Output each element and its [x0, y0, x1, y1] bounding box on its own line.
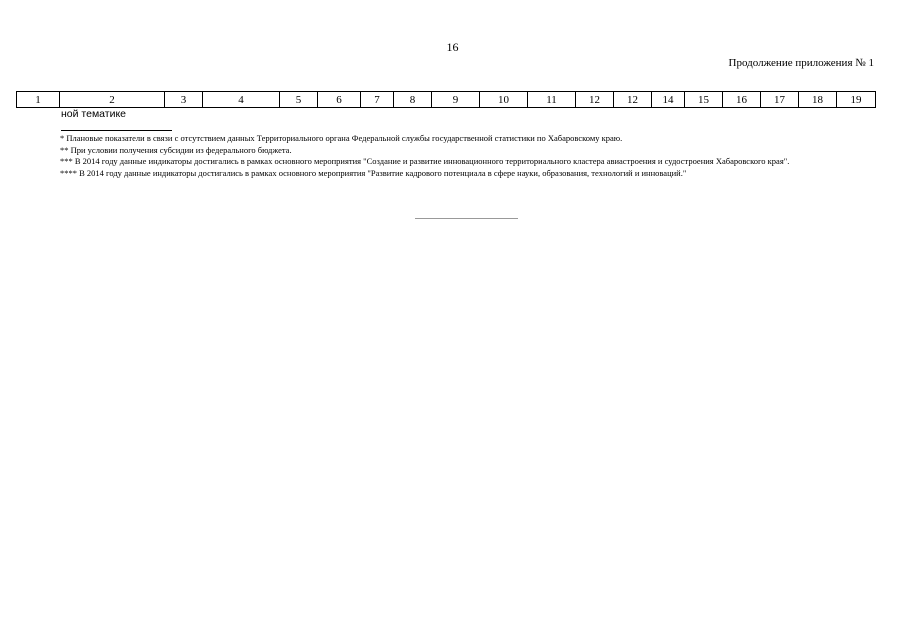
- column-number: 9: [432, 92, 480, 108]
- column-number: 17: [761, 92, 799, 108]
- column-number: 10: [480, 92, 528, 108]
- column-number: 11: [528, 92, 576, 108]
- footnote: * Плановые показатели в связи с отсутствием данных Территориального органа Федеральной службы государственной статистики по Хабаровскому краю.: [60, 133, 623, 143]
- column-number-row: [16, 91, 876, 108]
- column-number: 15: [685, 92, 723, 108]
- column-number: 19: [837, 92, 876, 108]
- page-number: 16: [446, 40, 459, 54]
- column-number: 2: [60, 92, 165, 108]
- footnote: *** В 2014 году данные индикаторы достигались в рамках основного мероприятия "Создание и развитие инновационного территориального кластера авиастроения и судостроения Хабаровского края".: [60, 156, 790, 166]
- appendix-continuation-label: Продолжение приложения № 1: [728, 57, 874, 69]
- column-number: 18: [799, 92, 837, 108]
- end-of-document-rule: [415, 218, 518, 219]
- footnote: **** В 2014 году данные индикаторы достигались в рамках основного мероприятия "Развитие кадрового потенциала в сфере науки, образования, технологий и инноваций.": [60, 167, 687, 178]
- column-number: 16: [723, 92, 761, 108]
- column-number: 12: [614, 92, 652, 108]
- column-number: 12: [576, 92, 614, 108]
- column-number: 1: [17, 92, 60, 108]
- column-number: 8: [394, 92, 432, 108]
- column-number: 14: [652, 92, 685, 108]
- column-number: 3: [165, 92, 203, 108]
- column-number: 5: [280, 92, 318, 108]
- continued-cell-text: ной тематике: [61, 108, 127, 120]
- column-number: 7: [361, 92, 394, 108]
- footnotes: [32, 133, 864, 179]
- column-number: 6: [318, 92, 361, 108]
- footnote-separator: [61, 130, 172, 131]
- footnote: ** При условии получения субсидии из федерального бюджета.: [60, 144, 292, 155]
- column-number: 4: [203, 92, 280, 108]
